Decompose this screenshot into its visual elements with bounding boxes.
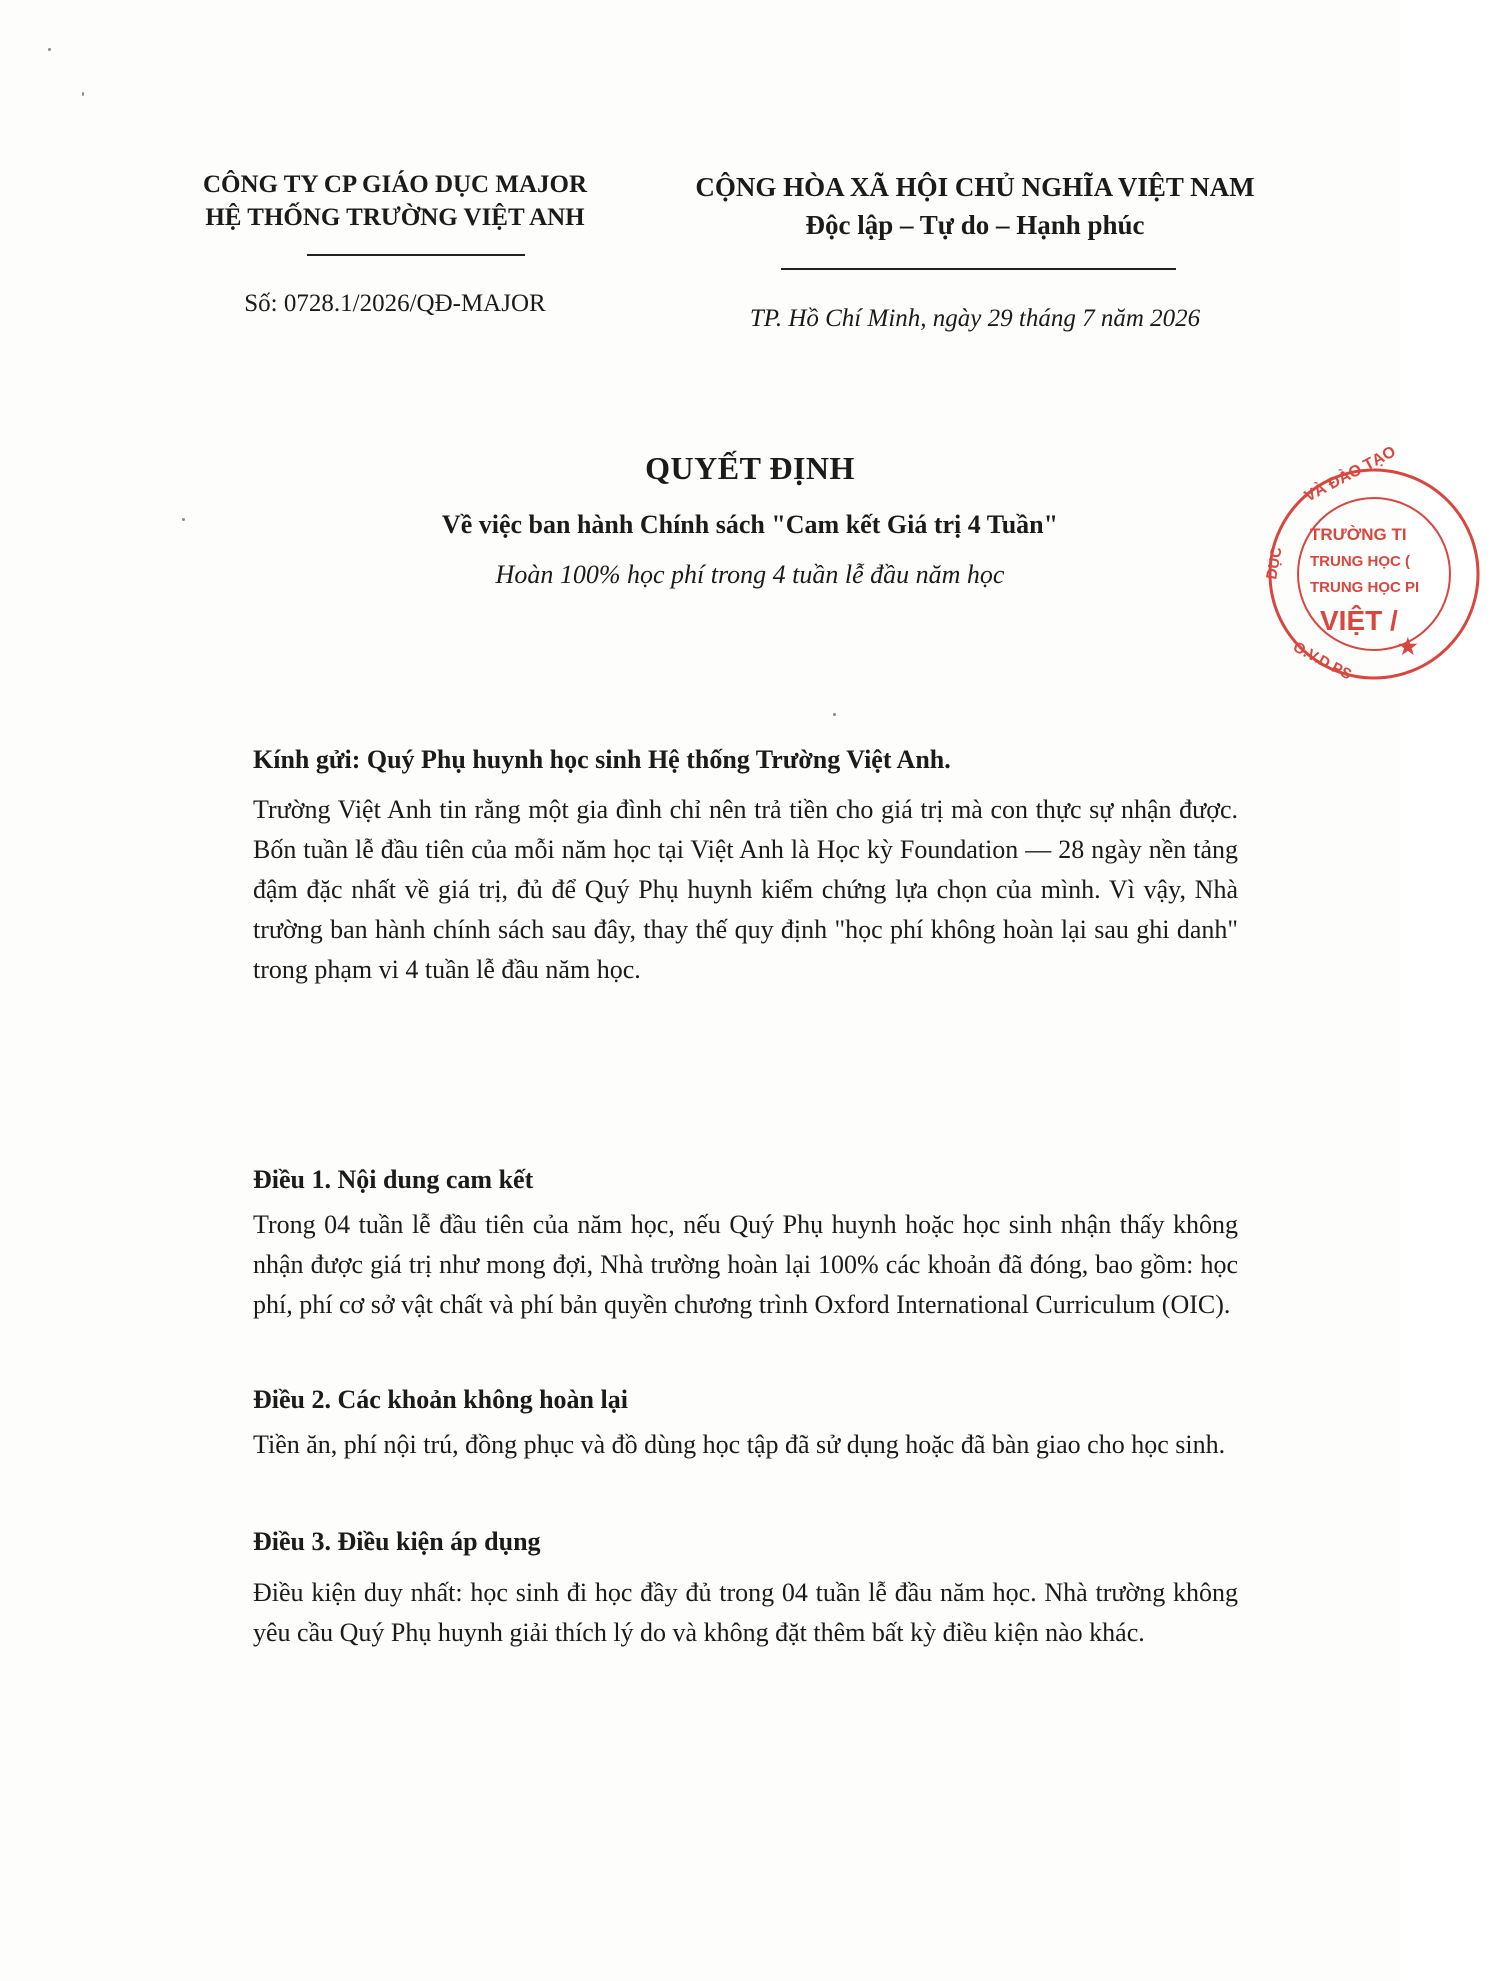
issuer-school-system: HỆ THỐNG TRƯỜNG VIỆT ANH: [205, 204, 585, 231]
seal-text-line: TRUNG HỌC PI: [1310, 579, 1420, 596]
seal-graphic: [1262, 443, 1452, 702]
article-1-text: Trong 04 tuần lễ đầu tiên của năm học, nếu Quý Phụ huynh hoặc học sinh nhận thấy không nhận được giá trị như mong đợi, Nhà trường hoàn lại 100% các khoản đã đóng, bao gồm: học phí, phí cơ sở vật chất và phí bản quyền chương trình Oxford International Curriculum (OIC).: [253, 1210, 1238, 1319]
place-and-date: TP. Hồ Chí Minh, ngày 29 tháng 7 năm 2026: [749, 305, 1201, 332]
seal-text-line: TRƯỜNG TI: [1310, 525, 1407, 544]
issuer-underline: [307, 254, 525, 256]
article-2-title: Điều 2. Các khoản không hoàn lại: [253, 1385, 628, 1414]
national-name: CỘNG HÒA XÃ HỘI CHỦ NGHĨA VIỆT NAM: [695, 172, 1255, 202]
scan-speck: [48, 48, 51, 51]
national-motto: Độc lập – Tự do – Hạnh phúc: [805, 210, 1145, 240]
issuer-header: [195, 168, 595, 234]
scan-speck: [82, 92, 84, 96]
seal-text-line: TRUNG HỌC (: [1310, 553, 1410, 570]
red-seal-stamp: [1262, 443, 1420, 702]
article-3-title: Điều 3. Điều kiện áp dụng: [253, 1527, 541, 1556]
seal-arc-text: DỤC: [1263, 545, 1286, 581]
article-2-text: Tiền ăn, phí nội trú, đồng phục và đồ dùng học tập đã sử dụng hoặc đã bàn giao cho học sinh.: [253, 1430, 1226, 1459]
seal-arc-text: O.V.D PS: [1290, 638, 1355, 684]
seal-text-line: VIỆT /: [1320, 605, 1398, 636]
seal-star-icon: ★: [1398, 634, 1418, 659]
document-number: Số: 0728.1/2026/QĐ-MAJOR: [244, 290, 546, 317]
seal-arc-text: VÀ ĐÀO TẠO: [1301, 443, 1399, 506]
national-header: [655, 168, 1295, 244]
scan-speck: [182, 518, 185, 521]
scan-speck: [833, 713, 836, 716]
document-subject: Về việc ban hành Chính sách "Cam kết Giá trị 4 Tuần": [441, 510, 1059, 539]
article-1-title: Điều 1. Nội dung cam kết: [253, 1165, 534, 1194]
issuer-company: CÔNG TY CP GIÁO DỤC MAJOR: [202, 171, 588, 198]
intro-paragraph: Trường Việt Anh tin rằng một gia đình chỉ nên trả tiền cho giá trị mà con thực sự nhận được. Bốn tuần lễ đầu tiên của mỗi năm học tại Việt Anh là Học kỳ Foundation — 28 ngày nền tảng đậm đặc nhất về giá trị, đủ để Quý Phụ huynh kiểm chứng lựa chọn của mình. Vì vậy, Nhà trường ban hành chính sách sau đây, thay thế quy định "học phí không hoàn lại sau ghi danh" trong phạm vi 4 tuần lễ đầu năm học.: [253, 795, 1238, 984]
article-3-text: Điều kiện duy nhất: học sinh đi học đầy đủ trong 04 tuần lễ đầu năm học. Nhà trường không yêu cầu Quý Phụ huynh giải thích lý do và không đặt thêm bất kỳ điều kiện nào khác.: [253, 1578, 1238, 1647]
document-subtitle: Hoàn 100% học phí trong 4 tuần lễ đầu năm học: [495, 560, 1005, 589]
document-title: QUYẾT ĐỊNH: [645, 450, 855, 486]
salutation: Kính gửi: Quý Phụ huynh học sinh Hệ thống Trường Việt Anh.: [253, 745, 951, 774]
motto-underline: [781, 268, 1176, 270]
